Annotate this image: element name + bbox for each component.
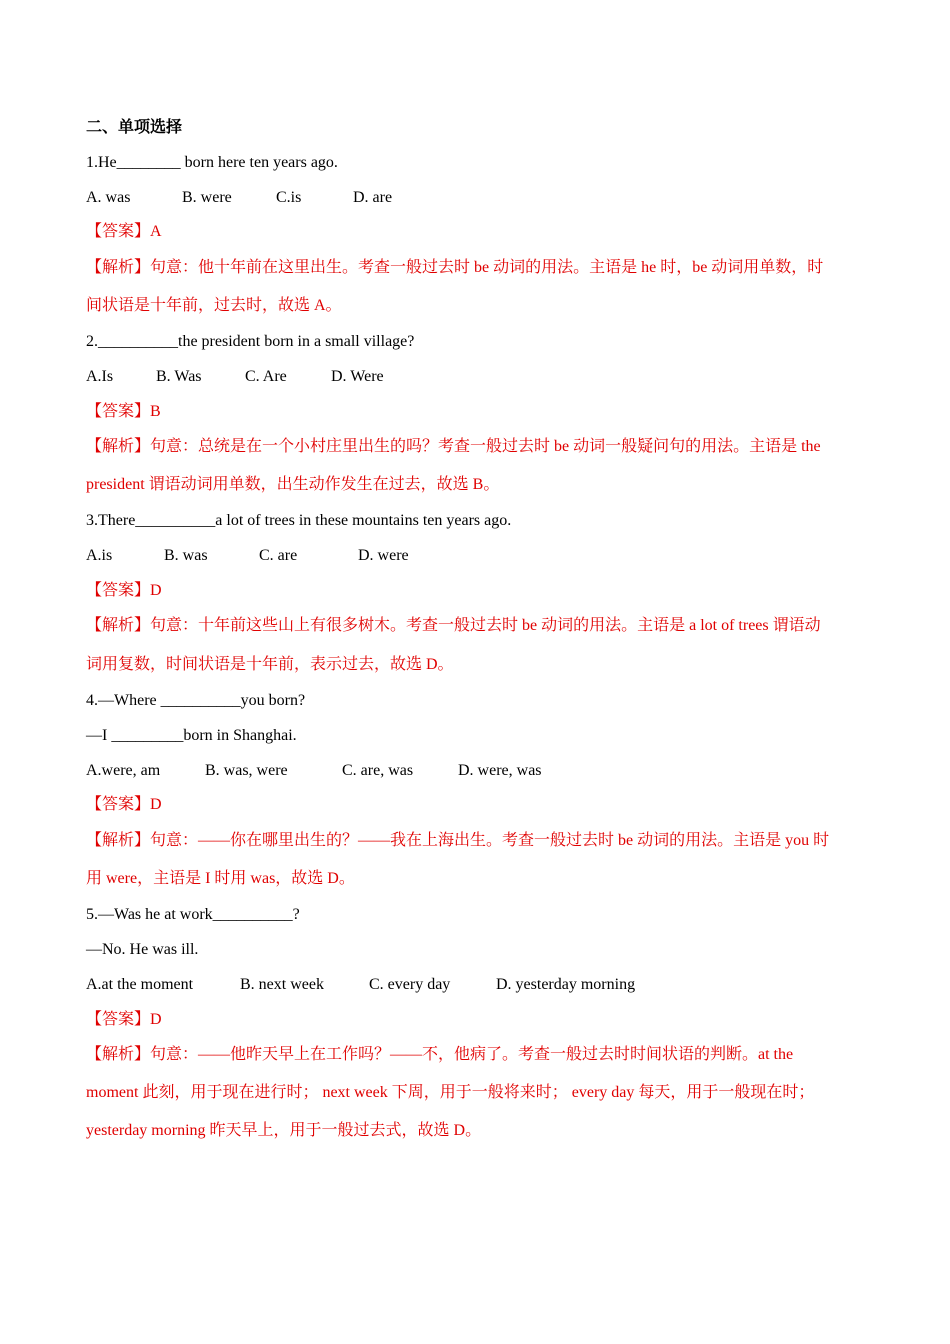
question-1-analysis-line-1: 【解析】句意：他十年前在这里出生。考查一般过去时 be 动词的用法。主语是 he 时，be 动词用单数，时 [86, 259, 824, 276]
question-4-options [86, 761, 542, 781]
option-d: D. yesterday morning [496, 976, 636, 993]
option-b: B. was, were [205, 762, 288, 779]
option-d: D. are [353, 189, 393, 206]
question-1-answer: 【答案】A [86, 223, 162, 240]
question-4-answer: 【答案】D [86, 796, 162, 813]
question-4-stem-reply: —I _________born in Shanghai. [86, 727, 297, 744]
option-d: D. were [358, 547, 409, 564]
question-4-analysis-line-1: 【解析】句意：——你在哪里出生的？——我在上海出生。考查一般过去时 be 动词的用法。主语是 you 时 [86, 832, 830, 849]
question-3-stem: 3.There__________a lot of trees in these mountains ten years ago. [86, 512, 512, 529]
option-d: D. Were [331, 368, 384, 385]
option-b: B. Was [156, 368, 202, 385]
question-3-analysis-line-1: 【解析】句意：十年前这些山上有很多树木。考查一般过去时 be 动词的用法。主语是 a lot of trees 谓语动 [86, 617, 821, 634]
section-title: 二、单项选择 [86, 119, 183, 136]
option-c: C. every day [369, 976, 451, 993]
question-1-options [86, 188, 392, 208]
option-c: C. are [259, 547, 298, 564]
option-c: C. are, was [342, 762, 414, 779]
question-4-analysis-line-2: 用 were，主语是 I 时用 was，故选 D。 [86, 870, 355, 887]
option-a: A.were, am [86, 762, 161, 779]
question-2-options [86, 367, 384, 387]
question-2-analysis-line-2: president 谓语动词用单数，出生动作发生在过去，故选 B。 [86, 476, 500, 493]
option-b: B. were [182, 189, 232, 206]
question-2-analysis-line-1: 【解析】句意：总统是在一个小村庄里出生的吗？考查一般过去时 be 动词一般疑问句的用法。主语是 the [86, 438, 821, 455]
option-c: C. Are [245, 368, 287, 385]
option-a: A.at the moment [86, 976, 194, 993]
option-a: A. was [86, 189, 131, 206]
question-5-options [86, 975, 635, 995]
question-3-answer: 【答案】D [86, 582, 162, 599]
question-5-stem-reply: —No. He was ill. [86, 941, 199, 958]
question-5-answer: 【答案】D [86, 1011, 162, 1028]
question-1-stem: 1.He________ born here ten years ago. [86, 154, 338, 171]
option-b: B. was [164, 547, 208, 564]
option-c: C.is [276, 189, 302, 206]
option-b: B. next week [240, 976, 324, 993]
question-2-answer: 【答案】B [86, 403, 161, 420]
question-3-analysis-line-2: 词用复数，时间状语是十年前，表示过去，故选 D。 [86, 656, 454, 673]
question-5-analysis-line-1: 【解析】句意：——他昨天早上在工作吗？——不，他病了。考查一般过去时时间状语的判断。at the [86, 1046, 794, 1063]
option-a: A.Is [86, 368, 114, 385]
question-3-options [86, 546, 409, 566]
question-5-analysis-line-3: yesterday morning 昨天早上，用于一般过去式，故选 D。 [86, 1122, 482, 1139]
question-2-stem: 2.__________the president born in a small village? [86, 333, 415, 350]
question-5-analysis-line-2: moment 此刻，用于现在进行时； next week 下周，用于一般将来时； every day 每天，用于一般现在时； [86, 1084, 815, 1101]
option-d: D. were, was [458, 762, 542, 779]
question-5-stem: 5.—Was he at work__________? [86, 906, 300, 923]
option-a: A.is [86, 547, 113, 564]
question-1-analysis-line-2: 间状语是十年前，过去时，故选 A。 [86, 297, 342, 314]
question-4-stem: 4.—Where __________you born? [86, 692, 306, 709]
